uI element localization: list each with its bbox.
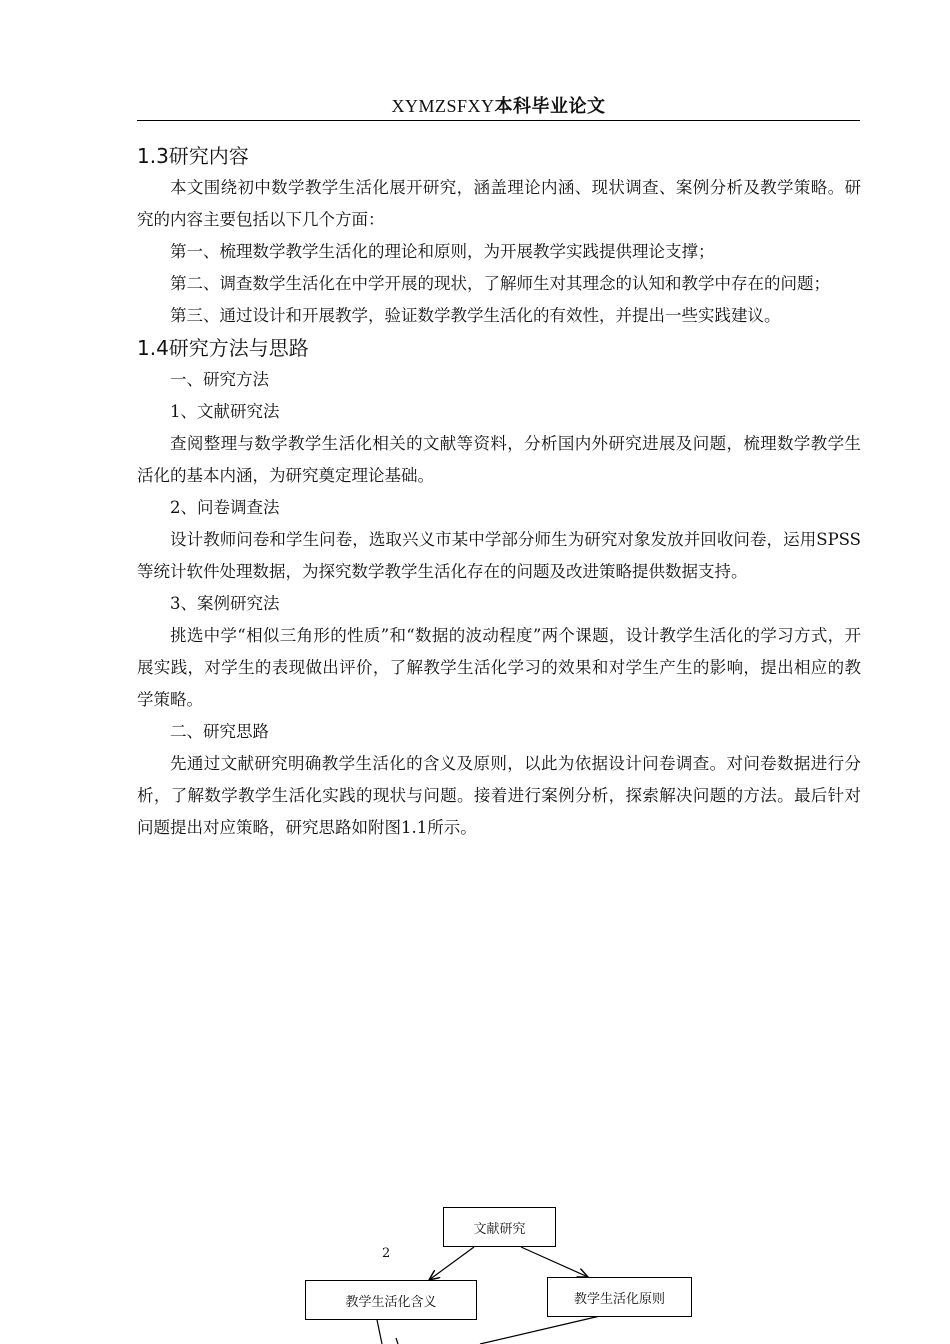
paragraph: 设计教师问卷和学生问卷，选取兴义市某中学部分师生为研究对象发放并回收问卷，运用SPSS等统计软件处理数据，为探究数学教学生活化存在的问题及改进策略提供数据支持。	[137, 530, 861, 581]
subheading: 2、问卷调查法	[170, 498, 280, 517]
paragraph: 第三、通过设计和开展教学，验证数学教学生活化的有效性，并提出一些实践建议。	[170, 306, 781, 325]
paragraph: 本文围绕初中数学教学生活化展开研究，涵盖理论内涵、现状调查、案例分析及教学策略。研究的内容主要包括以下几个方面：	[137, 178, 861, 229]
flow-box-meaning: 教学生活化含义	[305, 1280, 477, 1320]
section-1-4-title: 1.4研究方法与思路	[137, 336, 309, 360]
paragraph: 第一、梳理数学教学生活化的理论和原则，为开展教学实践提供理论支撑；	[170, 242, 715, 261]
paragraph: 先通过文献研究明确教学生活化的含义及原则，以此为依据设计问卷调查。对问卷数据进行分析，了解数学教学生活化实践的现状与问题。接着进行案例分析，探索解决问题的方法。最后针对问题提出对应策略，研究思路如附图1.1所示。	[137, 754, 861, 837]
flow-box-literature: 文献研究	[443, 1207, 556, 1247]
header-latin: XYMZSFXY	[391, 96, 495, 116]
subheading: 1、文献研究法	[170, 402, 280, 421]
flow-box-principles: 教学生活化原则	[547, 1277, 692, 1317]
section-1-3-title: 1.3研究内容	[137, 144, 249, 168]
connector-left	[377, 1320, 382, 1344]
subheading: 一、研究方法	[170, 370, 269, 389]
connector-short	[396, 1338, 398, 1344]
paragraph: 查阅整理与数学教学生活化相关的文献等资料，分析国内外研究进展及问题，梳理数学教学生活化的基本内涵，为研究奠定理论基础。	[137, 434, 861, 485]
header-title: 本科毕业论文	[494, 96, 606, 117]
arrow-to-right-box	[521, 1247, 588, 1277]
subheading: 二、研究思路	[170, 722, 269, 741]
subheading: 3、案例研究法	[170, 594, 280, 613]
paragraph: 挑选中学“相似三角形的性质”和“数据的波动程度”两个课题，设计教学生活化的学习方式，开展实践，对学生的表现做出评价，了解教学生活化学习的效果和对学生产生的影响，提出相应的教学策略。	[137, 626, 861, 709]
arrow-to-left-box	[429, 1247, 474, 1280]
page-number: 2	[382, 1246, 391, 1261]
connector-right	[480, 1316, 600, 1344]
paragraph: 第二、调查数学生活化在中学开展的现状，了解师生对其理念的认知和教学中存在的问题；	[170, 274, 830, 293]
